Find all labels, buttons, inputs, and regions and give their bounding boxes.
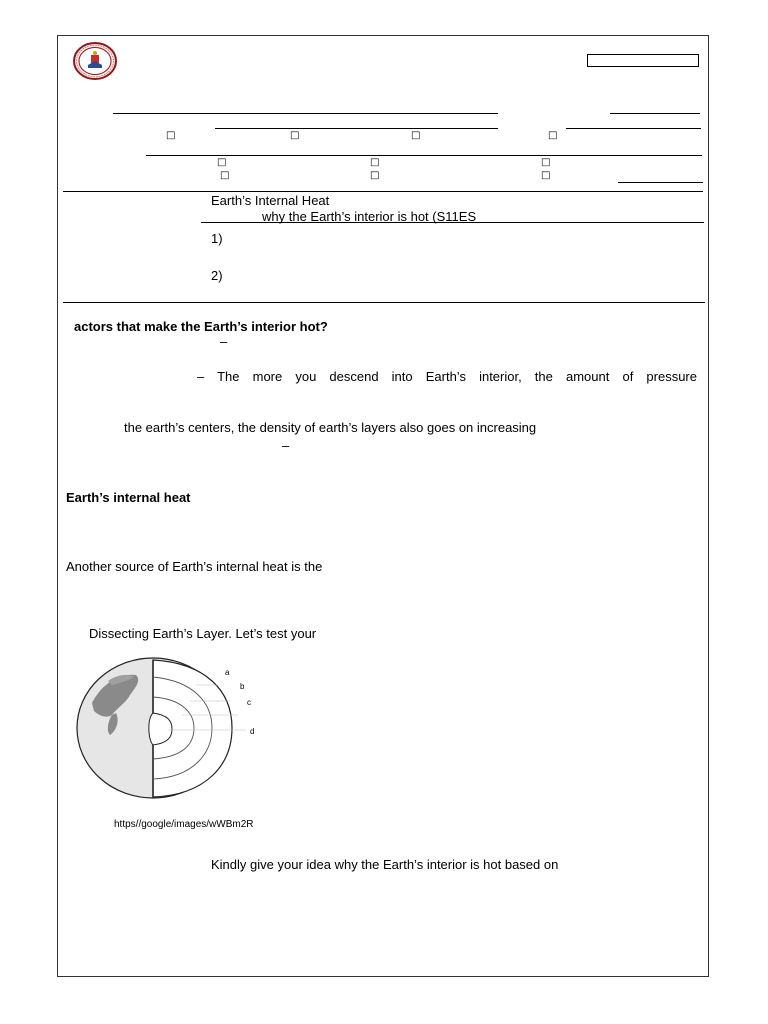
blank-line [113,113,498,114]
blank-line [610,113,700,114]
checkbox[interactable]: □ [541,157,551,168]
checkbox[interactable]: □ [411,130,421,141]
blank-line [566,128,701,129]
question-heading: actors that make the Earth’s interior hot? [74,319,328,334]
checkbox[interactable]: □ [370,170,380,181]
section-rule [63,191,703,192]
item-number-1: 1) [211,231,223,246]
section-rule [63,302,705,303]
checkbox[interactable]: □ [290,130,300,141]
checkbox[interactable]: □ [370,157,380,168]
pressure-text: – The more you descend into Earth’s interior, the amount of pressure [197,369,697,384]
blank-line [146,155,702,156]
activity-title: Dissecting Earth’s Layer. Let’s test your [89,626,317,641]
diagram-label-a: a [225,668,230,677]
blank-line [201,222,704,223]
earth-layers-diagram [72,655,272,803]
kindly-text: Kindly give your idea why the Earth’s interior is hot based on [211,857,559,872]
blank-line [215,128,498,129]
density-text: the earth’s centers, the density of earth’s layers also goes on increasing [124,420,537,435]
checkbox[interactable]: □ [220,170,230,181]
dash-mark: – [282,438,290,453]
diagram-label-c: c [247,698,251,707]
topic-title: Earth’s Internal Heat [211,193,330,208]
objective-text: why the Earth’s interior is hot (S11ES [262,209,477,224]
checkbox[interactable]: □ [541,170,551,181]
diagram-label-b: b [240,682,245,691]
diagram-label-d: d [250,727,255,736]
top-right-box [587,54,699,67]
page-frame [57,35,709,977]
another-source-text: Another source of Earth’s internal heat is the [66,559,323,574]
dash-mark: – [220,334,228,349]
checkbox[interactable]: □ [217,157,227,168]
checkbox[interactable]: □ [548,130,558,141]
school-seal-icon [72,41,118,81]
checkbox[interactable]: □ [166,130,176,141]
image-source-caption: https//google/images/wWBm2R [114,819,254,830]
internal-heat-heading: Earth’s internal heat [66,490,191,505]
item-number-2: 2) [211,268,223,283]
blank-line [618,182,703,183]
